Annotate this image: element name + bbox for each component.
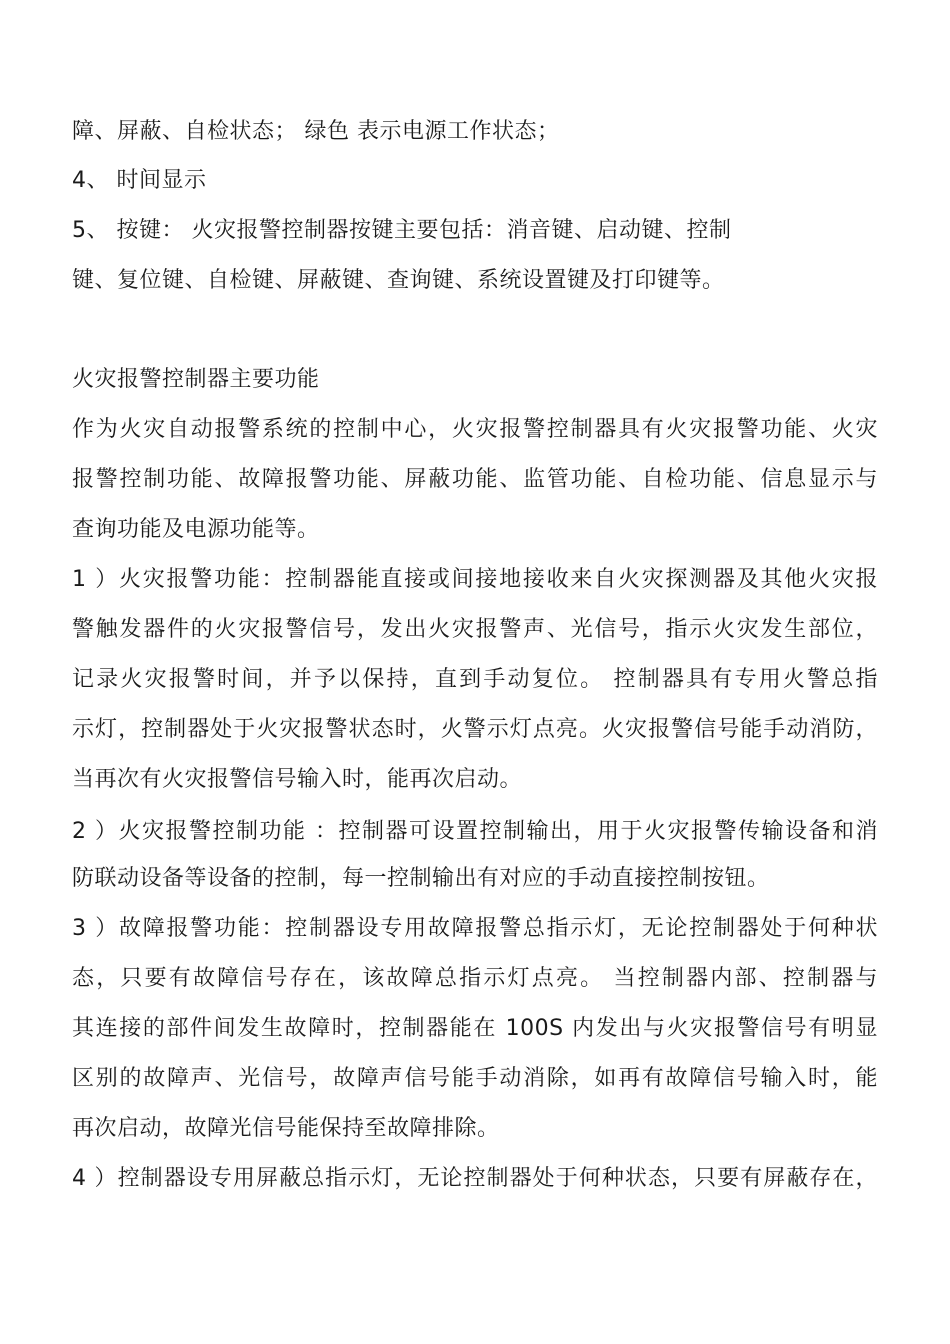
text-line-7: 报警控制功能、故障报警功能、屏蔽功能、监管功能、自检功能、信息显示与 <box>72 467 878 492</box>
text-line-3: 5、 按键： 火灾报警控制器按键主要包括：消音键、启动键、控制 <box>72 218 732 243</box>
text-line-11: 记录火灾报警时间，并予以保持，直到手动复位。 控制器具有专用火警总指 <box>72 667 878 692</box>
text-line-21: 4 ）控制器设专用屏蔽总指示灯，无论控制器处于何种状态，只要有屏蔽存在， <box>72 1166 878 1191</box>
text-line-15: 防联动设备等设备的控制，每一控制输出有对应的手动直接控制按钮。 <box>72 866 770 891</box>
text-line-14: 2 ）火灾报警控制功能 ：控制器可设置控制输出，用于火灾报警传输设备和消 <box>72 819 878 844</box>
text-line-1: 障、屏蔽、自检状态； 绿色 表示电源工作状态； <box>72 119 560 144</box>
text-line-10: 警触发器件的火灾报警信号，发出火灾报警声、光信号，指示火灾发生部位， <box>72 617 878 642</box>
text-line-12: 示灯，控制器处于火灾报警状态时，火警示灯点亮。火灾报警信号能手动消防， <box>72 717 878 742</box>
text-line-20: 再次启动，故障光信号能保持至故障排除。 <box>72 1116 500 1141</box>
text-line-4: 键、复位键、自检键、屏蔽键、查询键、系统设置键及打印键等。 <box>72 268 725 293</box>
text-line-13: 当再次有火灾报警信号输入时，能再次启动。 <box>72 767 523 792</box>
text-line-9: 1 ）火灾报警功能：控制器能直接或间接地接收来自火灾探测器及其他火灾报 <box>72 567 878 592</box>
text-line-8: 查询功能及电源功能等。 <box>72 517 320 542</box>
text-line-2: 4、 时间显示 <box>72 168 207 193</box>
text-line-16: 3 ）故障报警功能：控制器设专用故障报警总指示灯，无论控制器处于何种状 <box>72 916 878 941</box>
text-line-17: 态，只要有故障信号存在，该故障总指示灯点亮。 当控制器内部、控制器与 <box>72 966 878 991</box>
text-line-6: 作为火灾自动报警系统的控制中心，火灾报警控制器具有火灾报警功能、火灾 <box>72 417 878 442</box>
text-line-19: 区别的故障声、光信号，故障声信号能手动消除，如再有故障信号输入时，能 <box>72 1066 878 1091</box>
section-heading: 火灾报警控制器主要功能 <box>72 367 320 392</box>
text-line-18: 其连接的部件间发生故障时，控制器能在 100S 内发出与火灾报警信号有明显 <box>72 1016 878 1041</box>
